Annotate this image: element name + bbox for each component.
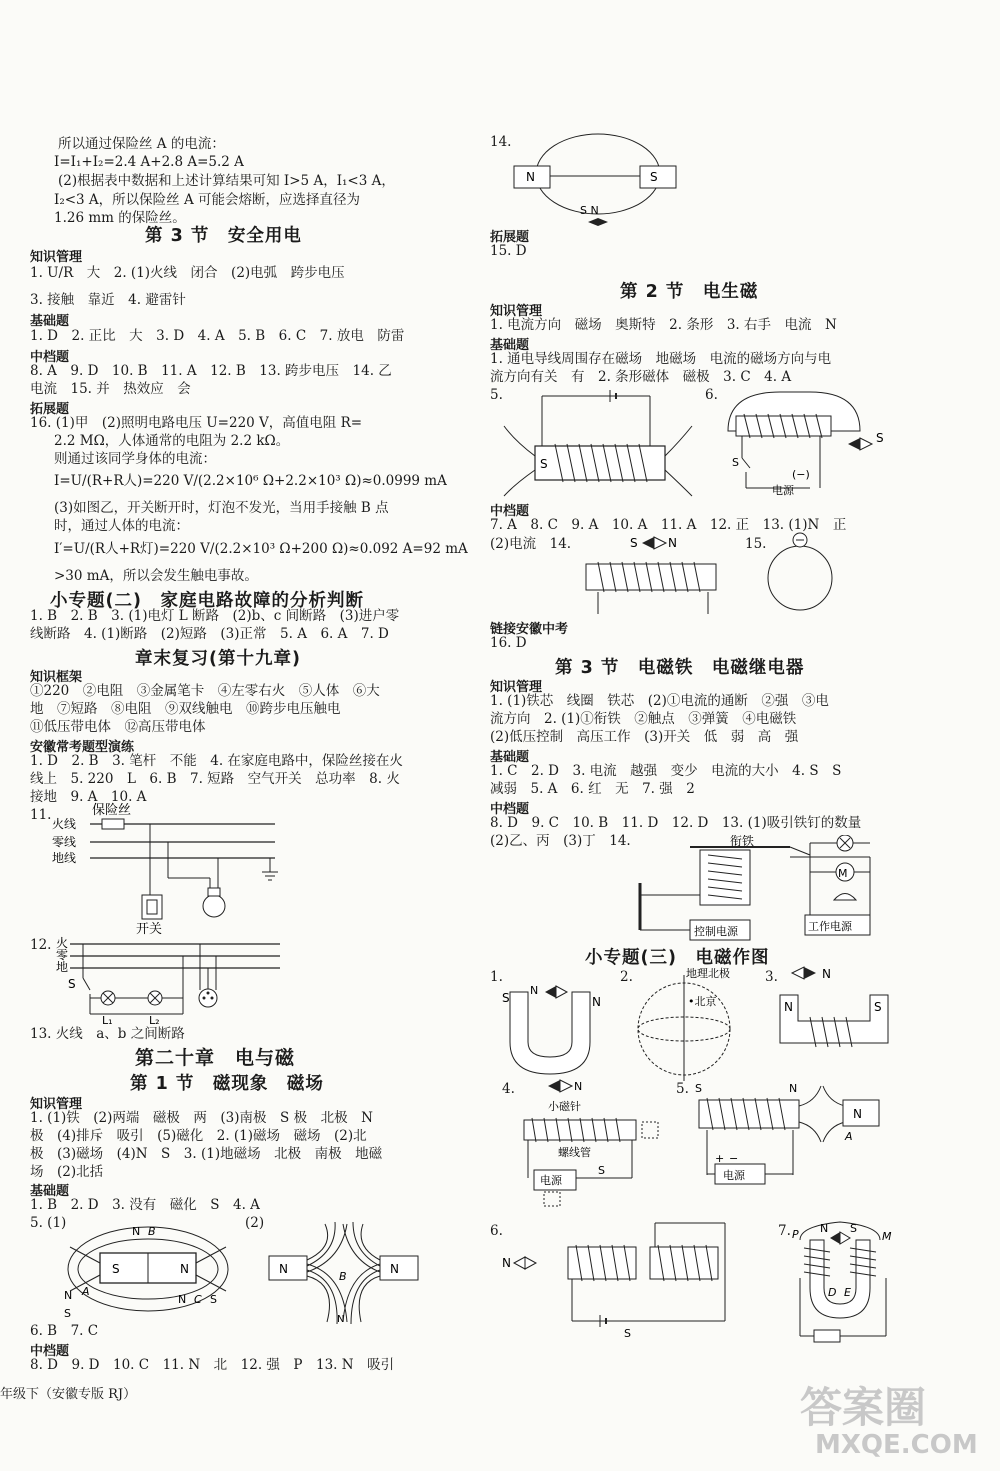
needle-n: N [337,1314,345,1325]
north-pole-label: 地理北极 [686,967,730,980]
armature-label: 衔铁 [730,835,755,848]
figure-relay-circuit [630,835,890,945]
needle-s: S [630,536,638,550]
formula-line: I′=U/(R人+R灯)=220 V/(2.2×10³ Ω+200 Ω)≈0.092 A=92 mA [54,541,468,557]
point-c: C [194,1293,202,1306]
magnet-n: N [853,1107,862,1121]
subsection-label: 链接安徽中考 [490,622,569,637]
switch-s: S [732,456,739,469]
figure-p1-horseshoe [500,972,610,1082]
switch-s-label: S [68,977,76,991]
subsection-label: 知识框架 [30,670,83,685]
text-line: 线断路 4. (1)断路 (2)短路 (3)正常 5. A 6. A 7. D [30,626,389,642]
question-number: (2) [245,1215,265,1231]
needle-n: N [502,1256,511,1270]
text-line: 则通过该同学身体的电流： [54,451,216,467]
question-number: 4. [502,1081,515,1097]
question-number: 6. [705,387,718,403]
text-line: 1. C 2. D 3. 电流 越强 变少 电流的大小 4. S S [490,763,842,779]
text-line: 6. B 7. C [30,1323,99,1339]
text-line: 1. 电流方向 磁场 奥斯特 2. 条形 3. 右手 电流 N [490,317,837,333]
subsection-label: 中档题 [30,1344,70,1359]
text-line: (2)乙、丙 (3)丁 14. [490,833,631,849]
figure-15-circle [760,530,840,615]
pole-n: N [784,1000,793,1014]
fuse-label: 保险丝 [92,803,132,818]
text-line: 1. (1)铁芯 线圈 铁芯 (2)①电流的通断 ②强 ③电 [490,693,829,709]
needle-s: S [850,1222,857,1235]
text-line: 16. (1)甲 (2)照明电路电压 U=220 V，高值电阻 R= [30,415,363,431]
text-line: I=I₁+I₂=2.4 A+2.8 A=5.2 A [54,154,244,170]
page-footer: 年级下（安徽专版 RJ） [0,1387,137,1402]
section-title: 第 3 节 电磁铁 电磁继电器 [555,658,805,678]
question-number: 3. [765,969,778,985]
neutral-label: 零 [56,948,69,962]
figure-12-circuit [48,932,288,1027]
formula-line: I=U/(R+R人)=220 V/(2.2×10⁶ Ω+2.2×10³ Ω)≈0.0999 mA [54,473,447,489]
text-line: 场 (2)北括 [30,1164,104,1180]
pole-n: N [592,995,601,1009]
subsection-label: 拓展题 [30,402,70,417]
pole-s-left: S [64,1307,71,1320]
point-a: A [845,1130,853,1143]
section-title: 第 3 节 安全用电 [145,226,302,246]
chapter-title: 第二十章 电与磁 [135,1047,296,1069]
section-title: 小专题(三) 电磁作图 [585,948,770,968]
figure-p2-globe [628,965,758,1085]
figure-p7-horseshoe [790,1218,900,1348]
power-label: 电源 [772,484,794,497]
text-line: I₂<3 A，所以保险丝 A 可能会熔断，应选择直径为 [54,192,361,208]
lamp-l2-label: L₂ [149,1014,160,1027]
lamp-l1-label: L₁ [102,1014,113,1027]
subsection-label: 中档题 [490,504,530,519]
text-line: 流方向有关 有 2. 条形磁体 磁极 3. C 4. A [490,369,792,385]
text-line: 1.26 mm 的保险丝。 [54,210,186,226]
watermark-url: MXQE.COM [815,1430,978,1460]
text-line: 时，通过人体的电流： [54,518,189,534]
control-power-label: 控制电源 [694,925,738,938]
work-power-label: 工作电源 [808,920,852,933]
subsection-label: 中档题 [490,802,530,817]
minus-label: − [729,1152,739,1165]
text-line: 7. A 8. C 9. A 10. A 11. A 12. 正 13. (1)N 正 [490,517,847,533]
question-number: 1. [490,969,503,985]
figure-p6-solenoids [500,1215,740,1340]
text-line: 1. (1)铁 (2)两端 磁极 两 (3)南极 S 极 北极 N [30,1110,373,1126]
pole-s: S [540,457,548,471]
text-line: 8. D 9. D 10. C 11. N 北 12. 强 P 13. N 吸引 [30,1357,395,1373]
text-line: 极 (4)排斥 吸引 (5)磁化 2. (1)磁场 磁场 (2)北 [30,1128,367,1144]
ground-wire-label: 地线 [52,851,77,865]
figure-14-magnets [510,130,690,230]
needle-n: N [574,1080,583,1093]
needle-n: N [822,967,831,981]
text-line: (2)根据表中数据和上述计算结果可知 I>5 A，I₁<3 A， [58,173,395,189]
needle-n: N [668,536,677,550]
pole-n-left: N [64,1289,73,1302]
text-line: ①220 ②电阻 ③金属笔卡 ④左零右火 ⑤人体 ⑥大 [30,683,380,699]
text-line: ⑪低压带电体 ⑫高压带电体 [30,719,206,735]
subsection-label: 中档题 [30,350,70,365]
magnet-n-left: N [279,1262,288,1276]
beijing-label: •北京 [688,995,717,1008]
text-line: 1. D 2. B 3. 笔杆 不能 4. 在家庭电路中，保险丝接在火 [30,753,403,769]
pole-n: N [526,170,535,184]
section-title: 章末复习(第十九章) [135,649,301,669]
point-m: M [882,1230,892,1243]
figure-11-circuit [50,800,290,935]
needle-sn: S N [580,204,599,217]
question-number: 5. [676,1081,689,1097]
point-d: D [828,1286,837,1299]
subsection-label: 知识管理 [490,304,543,319]
text-line: 流方向 2. (1)①衔铁 ②触点 ③弹簧 ④电磁铁 [490,711,797,727]
label-n: N [789,1082,798,1095]
switch-s: S [598,1164,605,1177]
text-line: 8. A 9. D 10. B 11. A 12. B 13. 跨步电压 14. 乙 [30,363,392,379]
text-line: 1. B 2. D 3. 没有 磁化 S 4. A [30,1197,260,1213]
plus-label: + [715,1152,725,1165]
text-line: 极 (3)磁场 (4)N S 3. (1)地磁场 北极 南极 地磁 [30,1146,383,1162]
section-title: 第 2 节 电生磁 [620,282,759,302]
label-s: S [695,1082,702,1095]
watermark-logo: 答案圈 [800,1383,927,1432]
figure-14-needle [630,534,690,552]
switch-s: S [624,1327,631,1340]
pole-n-right: N [178,1293,187,1306]
text-line: 16. D [490,635,527,651]
pole-s: S [874,1000,882,1014]
power-label: 电源 [540,1174,562,1187]
text-line: 接地 9. A 10. A [30,789,147,805]
question-number: 5. (1) [30,1215,67,1231]
minus-label: (−) [792,468,810,481]
figure-p3-magnets [770,965,900,1055]
question-number: 12. [30,937,52,953]
text-line: 8. D 9. C 10. B 11. D 12. D 13. (1)吸引铁钉的数量 [490,815,862,831]
live-label: 火 [56,936,69,950]
pole-s: S [650,170,658,184]
pole-n-top: N [132,1225,141,1238]
text-line: (2)电流 14. [490,536,572,552]
subsection-label: 知识管理 [30,250,83,265]
figure-5-2-magnets [265,1222,440,1327]
small-needle-label: 小磁针 [548,1100,581,1113]
subsection-label: 基础题 [30,314,70,329]
text-line: >30 mA，所以会发生触电事故。 [54,568,258,584]
magnet-n-right: N [390,1262,399,1276]
figure-5-1-magnet [60,1225,235,1325]
subsection-label: 安徽常考题型演练 [30,740,135,755]
point-b-2: B [339,1270,347,1283]
question-number: 14. [490,134,512,150]
pole-s-right: S [876,431,884,445]
text-line: (3)如图乙，开关断开时，灯泡不发光，当用手接触 B 点 [54,500,389,516]
power-label-2: 电源 [723,1169,745,1182]
text-line: 1. U/R 大 2. (1)火线 闭合 (2)电弧 跨步电压 [30,265,345,281]
subsection-label: 基础题 [490,338,530,353]
text-line: 2.2 MΩ，人体通常的电阻为 2.2 kΩ。 [54,433,290,449]
text-line: 15. D [490,243,527,259]
question-number: 7. [778,1223,791,1239]
text-line: 地 ⑦短路 ⑧电阻 ⑨双线触电 ⑩跨步电压触电 [30,701,341,717]
point-a: A [82,1285,90,1298]
neutral-wire-label: 零线 [52,835,77,849]
switch-label: 开关 [136,922,163,935]
pole-s-right: S [210,1293,217,1306]
motor-label: M [838,867,848,880]
subsection-label: 基础题 [490,750,530,765]
needle-n: N [530,984,539,997]
subsection-label: 知识管理 [490,680,543,695]
figure-p5-solenoid [685,1080,885,1190]
question-number: 11. [30,807,52,823]
subsection-label: 知识管理 [30,1097,83,1112]
question-number: 5. [490,387,503,403]
question-number: 15. [745,536,767,552]
question-number: 6. [490,1223,503,1239]
text-line: 1. 通电导线周围存在磁场 地磁场 电流的磁场方向与电 [490,351,832,367]
section-title: 第 1 节 磁现象 磁场 [130,1074,324,1094]
figure-14-coil [580,556,725,616]
text-line: 1. B 2. B 3. (1)电灯 L 断路 (2)b、c 间断路 (3)进户零 [30,608,400,624]
text-line: 减弱 5. A 6. 红 无 7. 强 2 [490,781,695,797]
subsection-label: 基础题 [30,1184,70,1199]
text-line: 1. D 2. 正比 大 3. D 4. A 5. B 6. C 7. 放电 防雷 [30,328,405,344]
ground-label: 地 [56,960,69,974]
pole-n: N [180,1262,189,1276]
section-title: 小专题(二) 家庭电路故障的分析判断 [50,591,364,611]
text-line: (2)低压控制 高压工作 (3)开关 低 弱 高 强 [490,729,799,745]
pole-s: S [112,1262,120,1276]
text-line: 线上 5. 220 L 6. B 7. 短路 空气开关 总功率 8. 火 [30,771,400,787]
point-p: P [792,1228,799,1241]
figure-6-electromagnet [720,386,890,498]
pole-s: S [502,991,510,1005]
live-wire-label: 火线 [52,817,77,831]
needle-n: N [820,1222,829,1235]
text-line: 13. 火线 a、b 之间断路 [30,1026,185,1042]
point-b: B [148,1225,156,1238]
text-line: 电流 15. 并 热效应 会 [30,381,191,397]
figure-5-solenoid [500,386,695,501]
solenoid-label: 螺线管 [558,1146,591,1159]
text-line: 3. 接触 靠近 4. 避雷针 [30,292,186,308]
subsection-label: 拓展题 [490,230,530,245]
figure-p4-solenoid [520,1078,665,1208]
text-line: 所以通过保险丝 A 的电流： [58,136,225,152]
question-number: 2. [620,969,633,985]
point-e: E [844,1286,851,1299]
